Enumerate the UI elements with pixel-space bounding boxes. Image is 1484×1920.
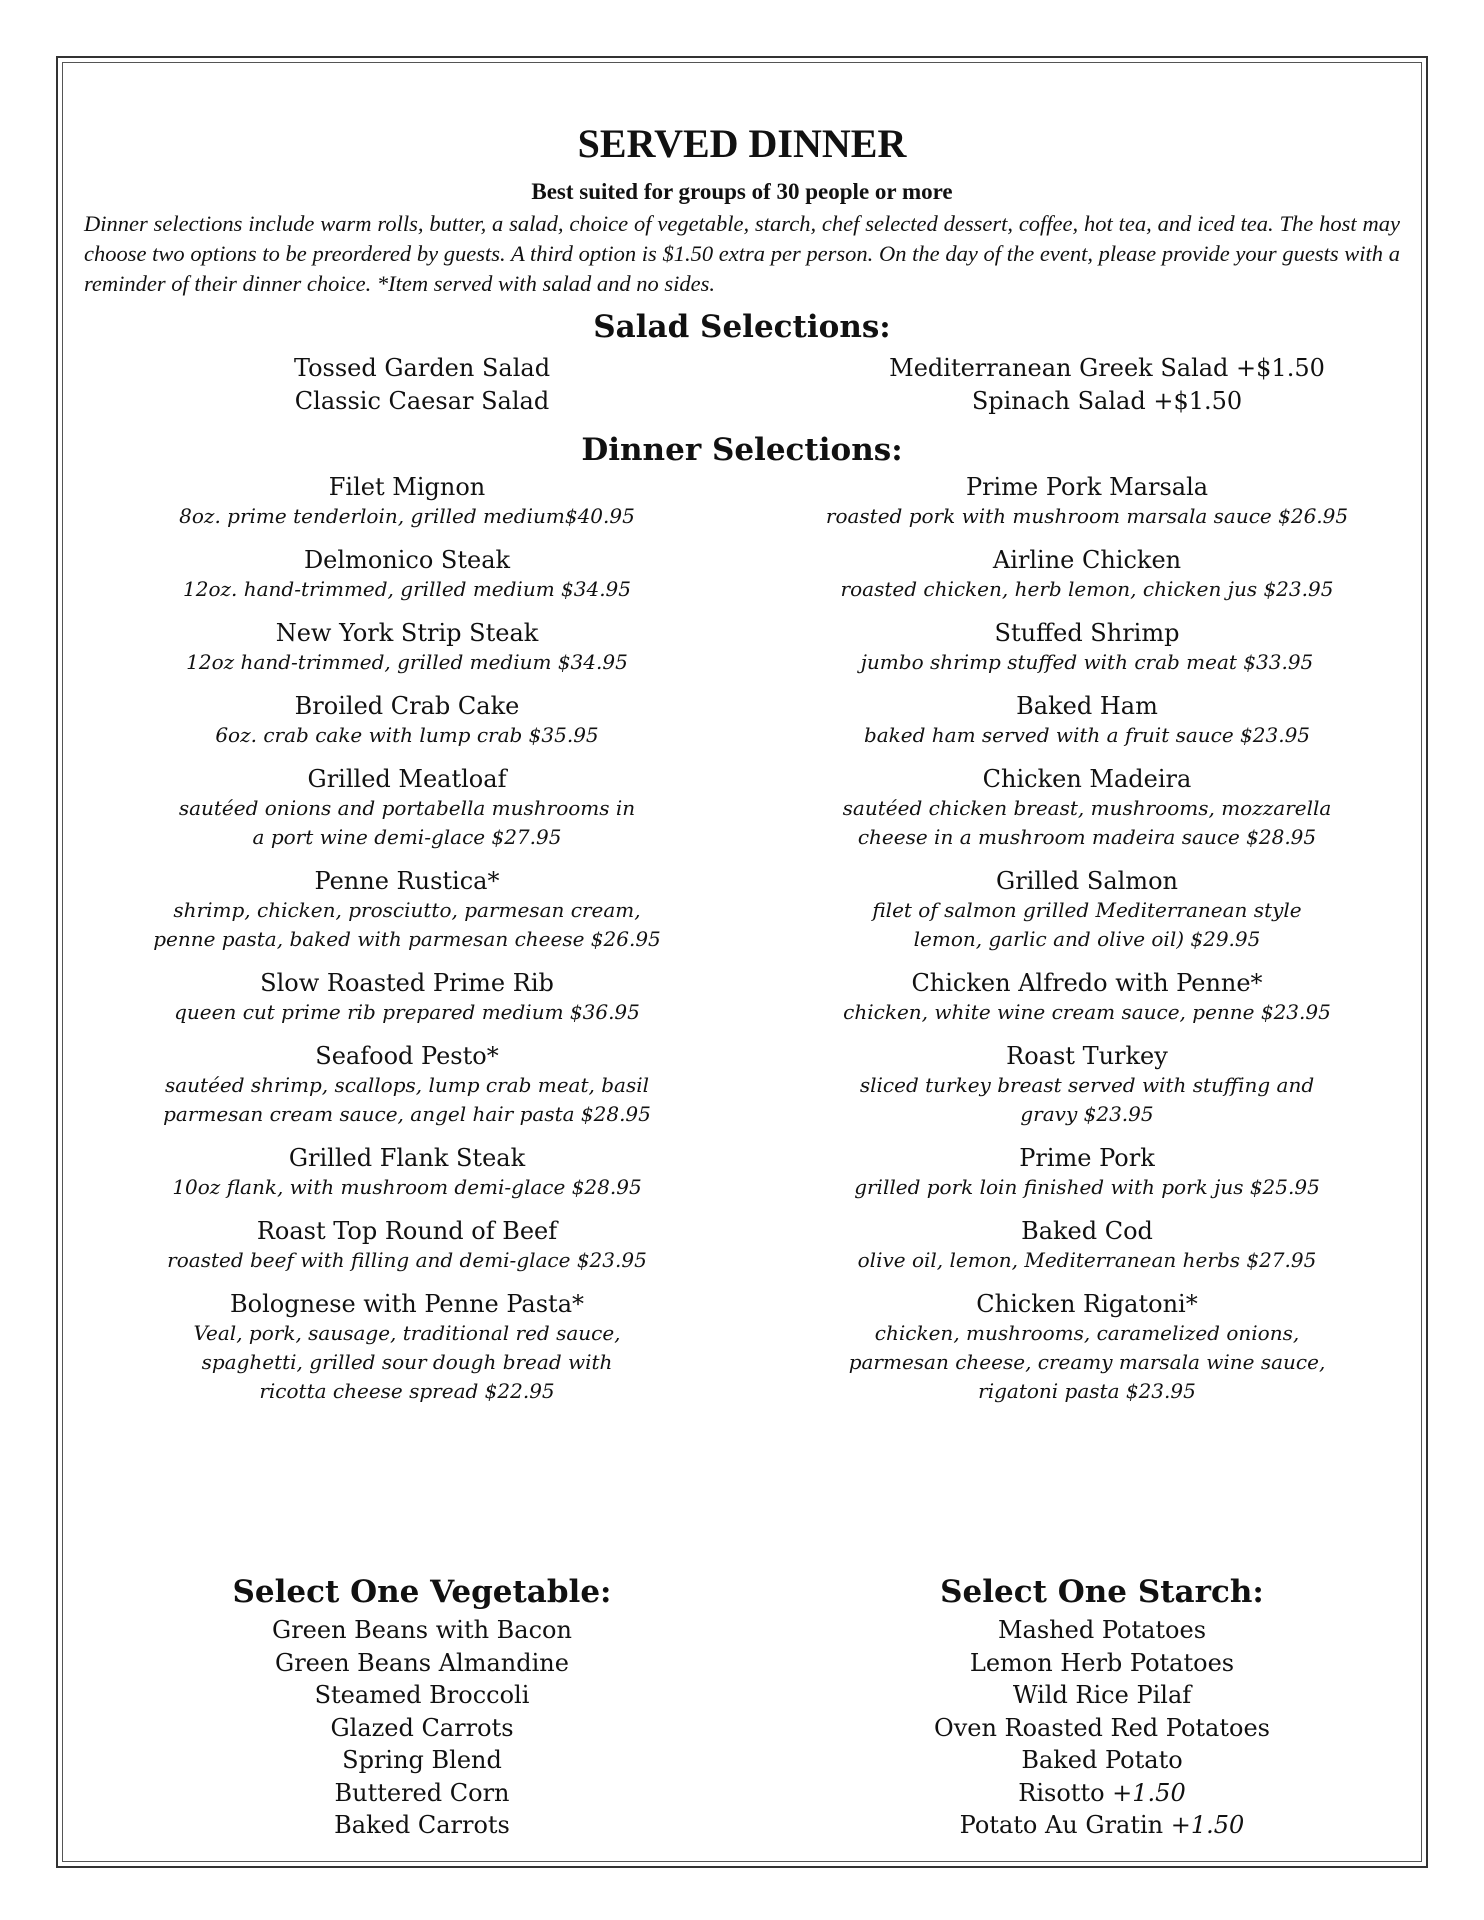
menu-item-description: 6oz. crab cake with lump crab $35.95: [215, 723, 599, 747]
starch-section: [832, 1572, 1372, 1842]
intro-paragraph: Dinner selections include warm rolls, butter, a salad, choice of vegetable, starch, chef selected dessert, coffee, hot tea, and iced tea. The host may choose two options to be preordered by guests. A third option is $1.50 extra per person. On the day of the event, please provide your guests with a reminder of their dinner choice. *Item served with salad and no sides.: [84, 211, 1400, 296]
menu-item: [777, 472, 1397, 531]
menu-item-name: Penne Rustica*: [314, 867, 500, 895]
starch-item: [832, 1712, 1372, 1745]
menu-item: [102, 1216, 712, 1275]
menu-item-description: grilled pork loin finished with pork jus $25.95: [854, 1175, 1320, 1199]
menu-item-description: baked ham served with a fruit sauce $23.95: [863, 723, 1311, 747]
menu-item-name: Broiled Crab Cake: [294, 692, 520, 720]
vegetable-item: [162, 1809, 682, 1842]
menu-item-name: Stuffed Shrimp: [994, 619, 1180, 647]
dinner-section-title: Dinner Selections:: [581, 432, 903, 468]
menu-item-name: Seafood Pesto*: [315, 1042, 499, 1070]
menu-item-name: Roast Top Round of Beef: [256, 1217, 558, 1245]
vegetable-section-title: Select One Vegetable:: [232, 1574, 612, 1610]
menu-item-description: gravy $23.95: [1020, 1102, 1154, 1126]
menu-item-description: penne pasta, baked with parmesan cheese $26.95: [153, 927, 661, 951]
starch-item: [832, 1679, 1372, 1712]
menu-item-description: jumbo shrimp stuffed with crab meat $33.95: [860, 650, 1314, 674]
menu-item-description: Veal, pork, sausage, traditional red sauce,: [193, 1321, 621, 1345]
vegetable-item-name: Buttered Corn: [334, 1778, 510, 1807]
menu-item: [777, 968, 1397, 1027]
vegetable-item-name: Spring Blend: [342, 1746, 502, 1774]
salad-item: Spinach Salad +$1.50: [971, 387, 1243, 415]
menu-item-name: Slow Roasted Prime Rib: [260, 969, 554, 997]
menu-item-name: Chicken Alfredo with Penne*: [911, 969, 1263, 997]
vegetable-item: [162, 1614, 682, 1647]
vegetable-item: [162, 1744, 682, 1777]
menu-item-name: Grilled Flank Steak: [288, 1144, 526, 1172]
menu-item-description: roasted chicken, herb lemon, chicken jus $23.95: [840, 577, 1334, 601]
vegetable-item: [162, 1712, 682, 1745]
starch-item: [832, 1809, 1372, 1842]
starch-section-title: Select One Starch:: [940, 1574, 1264, 1610]
vegetable-item-name: Baked Carrots: [334, 1811, 510, 1839]
menu-item: [777, 545, 1397, 604]
menu-item-name: Baked Cod: [1021, 1217, 1153, 1245]
menu-item-description: shrimp, chicken, prosciutto, parmesan cream,: [173, 898, 641, 922]
menu-item-description: a port wine demi-glace $27.95: [252, 825, 562, 849]
starch-item: [832, 1777, 1372, 1810]
menu-item-name: Grilled Meatloaf: [307, 765, 507, 793]
starch-item: [832, 1614, 1372, 1647]
vegetable-list: [162, 1614, 682, 1842]
menu-item-description: sautéed chicken breast, mushrooms, mozzarella: [842, 796, 1332, 820]
menu-item-name: Grilled Salmon: [996, 867, 1178, 895]
menu-item-description: chicken, white wine cream sauce, penne $23.95: [843, 1000, 1331, 1024]
menu-item-description: 12oz. hand-trimmed, grilled medium $34.95: [183, 577, 631, 601]
menu-item-name: Prime Pork Marsala: [965, 473, 1209, 501]
menu-item-description: queen cut prime rib prepared medium $36.95: [174, 1000, 640, 1024]
vegetable-item-name: Green Beans with Bacon: [272, 1616, 572, 1644]
menu-item-description: ricotta cheese spread $22.95: [259, 1379, 555, 1403]
salad-section-title: Salad Selections:: [593, 309, 891, 345]
menu-item: [777, 1289, 1397, 1406]
menu-item-description: rigatoni pasta $23.95: [978, 1379, 1196, 1403]
menu-item: [777, 1143, 1397, 1202]
salad-list-left: [172, 352, 672, 418]
starch-list: [832, 1614, 1372, 1842]
starch-item: [832, 1744, 1372, 1777]
menu-item-name: Chicken Madeira: [982, 765, 1192, 793]
menu-item-description: spaghetti, grilled sour dough bread with: [201, 1350, 613, 1374]
dinner-list-right: [777, 472, 1397, 1420]
menu-item: [777, 866, 1397, 954]
menu-item-description: lemon, garlic and olive oil) $29.95: [913, 927, 1261, 951]
salad-item: Classic Caesar Salad: [294, 387, 550, 415]
menu-item: [102, 968, 712, 1027]
starch-item-name: Oven Roasted Red Potatoes: [934, 1713, 1270, 1742]
menu-item-name: Roast Turkey: [1006, 1042, 1168, 1070]
vegetable-item-name: Steamed Broccoli: [314, 1681, 530, 1709]
menu-item: [102, 764, 712, 852]
menu-item: [102, 1289, 712, 1406]
menu-item-description: sautéed onions and portabella mushrooms in: [178, 796, 636, 820]
page-subtitle: Best suited for groups of 30 people or more: [531, 179, 953, 204]
dinner-list-left: [102, 472, 712, 1420]
vegetable-item: [162, 1777, 682, 1810]
menu-item-description: sliced turkey breast served with stuffing and: [859, 1073, 1315, 1097]
salad-item: Tossed Garden Salad: [293, 354, 551, 382]
menu-item-description: roasted beef with filling and demi-glace $23.95: [167, 1248, 647, 1272]
menu-item-name: Filet Mignon: [328, 473, 486, 501]
vegetable-section: [162, 1572, 682, 1842]
menu-item: [102, 618, 712, 677]
menu-item: [102, 866, 712, 954]
page-title: SERVED DINNER: [577, 121, 907, 166]
menu-item: [102, 1143, 712, 1202]
menu-item-name: Chicken Rigatoni*: [976, 1290, 1198, 1318]
starch-item-name: Baked Potato: [1021, 1746, 1183, 1774]
salad-list-right: [832, 352, 1382, 418]
menu-item: [102, 545, 712, 604]
starch-item-name: Potato Au Gratin: [959, 1811, 1164, 1839]
menu-item-description: parmesan cheese, creamy marsala wine sauce,: [848, 1350, 1326, 1374]
starch-item-name: Wild Rice Pilaf: [1012, 1681, 1192, 1709]
menu-item-description: sautéed shrimp, scallops, lump crab meat, basil: [164, 1073, 650, 1097]
menu-item-description: parmesan cream sauce, angel hair pasta $28.95: [163, 1102, 651, 1126]
menu-item: [777, 691, 1397, 750]
salad-item: Mediterranean Greek Salad +$1.50: [889, 354, 1325, 382]
menu-item-description: roasted pork with mushroom marsala sauce $26.95: [825, 504, 1349, 528]
menu-item-description: cheese in a mushroom madeira sauce $28.95: [857, 825, 1317, 849]
starch-item-name: Lemon Herb Potatoes: [969, 1648, 1235, 1677]
menu-item-description: chicken, mushrooms, caramelized onions,: [874, 1321, 1300, 1345]
starch-item-name: Risotto: [1018, 1778, 1105, 1807]
menu-item-name: Delmonico Steak: [303, 546, 511, 574]
starch-item: [832, 1647, 1372, 1680]
menu-item-name: Prime Pork: [1019, 1144, 1155, 1172]
menu-page: [62, 62, 1422, 1862]
menu-item: [777, 764, 1397, 852]
vegetable-item-name: Glazed Carrots: [330, 1713, 514, 1742]
starch-item-surcharge: +1.50: [1170, 1811, 1245, 1839]
vegetable-item-name: Green Beans Almandine: [275, 1648, 569, 1677]
menu-item-description: filet of salmon grilled Mediterranean style: [872, 898, 1302, 922]
menu-item-name: New York Strip Steak: [275, 619, 539, 647]
starch-item-name: Mashed Potatoes: [997, 1616, 1207, 1644]
menu-item-description: 8oz. prime tenderloin, grilled medium$40.95: [179, 504, 635, 528]
menu-item-description: olive oil, lemon, Mediterranean herbs $27.95: [857, 1248, 1317, 1272]
starch-item-surcharge: +1.50: [1112, 1778, 1186, 1807]
menu-item-name: Baked Ham: [1016, 692, 1158, 720]
menu-item: [777, 618, 1397, 677]
menu-item-description: 10oz flank, with mushroom demi-glace $28.95: [172, 1175, 642, 1199]
menu-item-name: Airline Chicken: [992, 546, 1182, 574]
vegetable-item: [162, 1647, 682, 1680]
menu-item: [777, 1216, 1397, 1275]
menu-item-name: Bolognese with Penne Pasta*: [230, 1290, 584, 1318]
menu-item: [777, 1041, 1397, 1129]
menu-item: [102, 472, 712, 531]
menu-item: [102, 691, 712, 750]
vegetable-item: [162, 1679, 682, 1712]
menu-item-description: 12oz hand-trimmed, grilled medium $34.95: [186, 650, 628, 674]
menu-item: [102, 1041, 712, 1129]
